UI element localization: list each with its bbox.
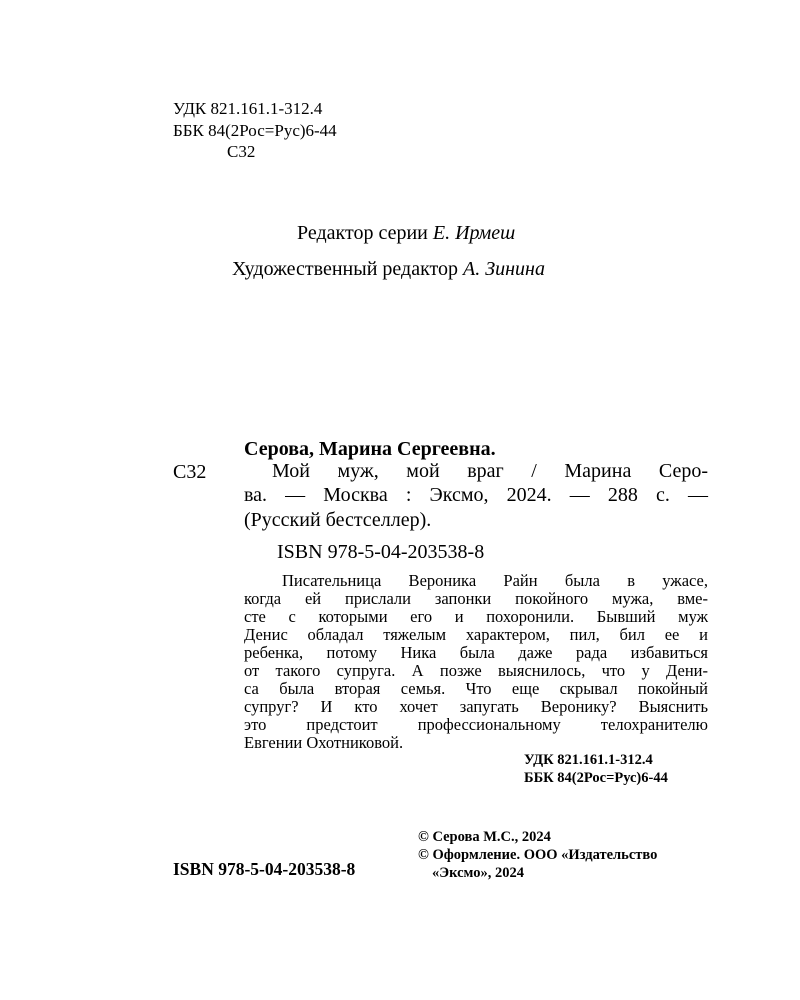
- annotation-line: Евгении Охотниковой.: [244, 733, 404, 752]
- author-mark: С32: [227, 142, 256, 161]
- entry-mark: С32: [173, 461, 207, 483]
- annotation-line: сте с которыми его и похоронили. Бывший муж: [244, 607, 708, 626]
- annotation-line: са была вторая семья. Что еще скрывал покойный: [244, 679, 708, 698]
- annotation-udk: УДК 821.161.1-312.4: [524, 752, 653, 768]
- series-editor-label: Редактор серии: [297, 222, 428, 244]
- entry-author: Серова, Марина Сергеевна.: [244, 438, 496, 460]
- copyright-design-cont: «Эксмо», 2024: [432, 865, 524, 881]
- copyright-author: © Серова М.С., 2024: [418, 829, 551, 845]
- entry-title-line-3: (Русский бестселлер).: [244, 509, 432, 531]
- art-editor: [232, 258, 545, 281]
- annotation-line: Писательница Вероника Райн была в ужасе,: [282, 571, 708, 590]
- series-editor: [297, 222, 515, 245]
- annotation-line: от такого супруга. А позже выяснилось, что у Дени-: [244, 661, 708, 680]
- series-editor-name: Е. Ирмеш: [432, 222, 516, 244]
- annotation-line: это предстоит профессиональному телохранителю: [244, 715, 708, 734]
- entry-title-line-1: Мой муж, мой враг / Марина Серо-: [272, 460, 708, 482]
- footer-isbn: ISBN 978-5-04-203538-8: [173, 859, 356, 879]
- bbk-code: ББК 84(2Рос=Рус)6-44: [173, 121, 337, 140]
- annotation-line: ребенка, потому Ника была даже рада избавиться: [244, 643, 708, 662]
- annotation-line: супруг? И кто хочет запугать Веронику? Выяснить: [244, 697, 708, 716]
- entry-title-line-2: ва. — Москва : Эксмо, 2024. — 288 с. —: [244, 484, 708, 506]
- annotation-line: когда ей прислали запонки покойного мужа, вме-: [244, 589, 708, 608]
- entry-isbn: ISBN 978-5-04-203538-8: [277, 541, 485, 563]
- annotation-line: Денис обладал тяжелым характером, пил, бил ее и: [244, 625, 708, 644]
- udk-code: УДК 821.161.1-312.4: [173, 99, 323, 118]
- copyright-design: © Оформление. ООО «Издательство: [418, 847, 658, 863]
- art-editor-label: Художественный редактор: [232, 258, 458, 280]
- art-editor-name: А. Зинина: [463, 258, 545, 280]
- annotation-bbk: ББК 84(2Рос=Рус)6-44: [524, 770, 668, 786]
